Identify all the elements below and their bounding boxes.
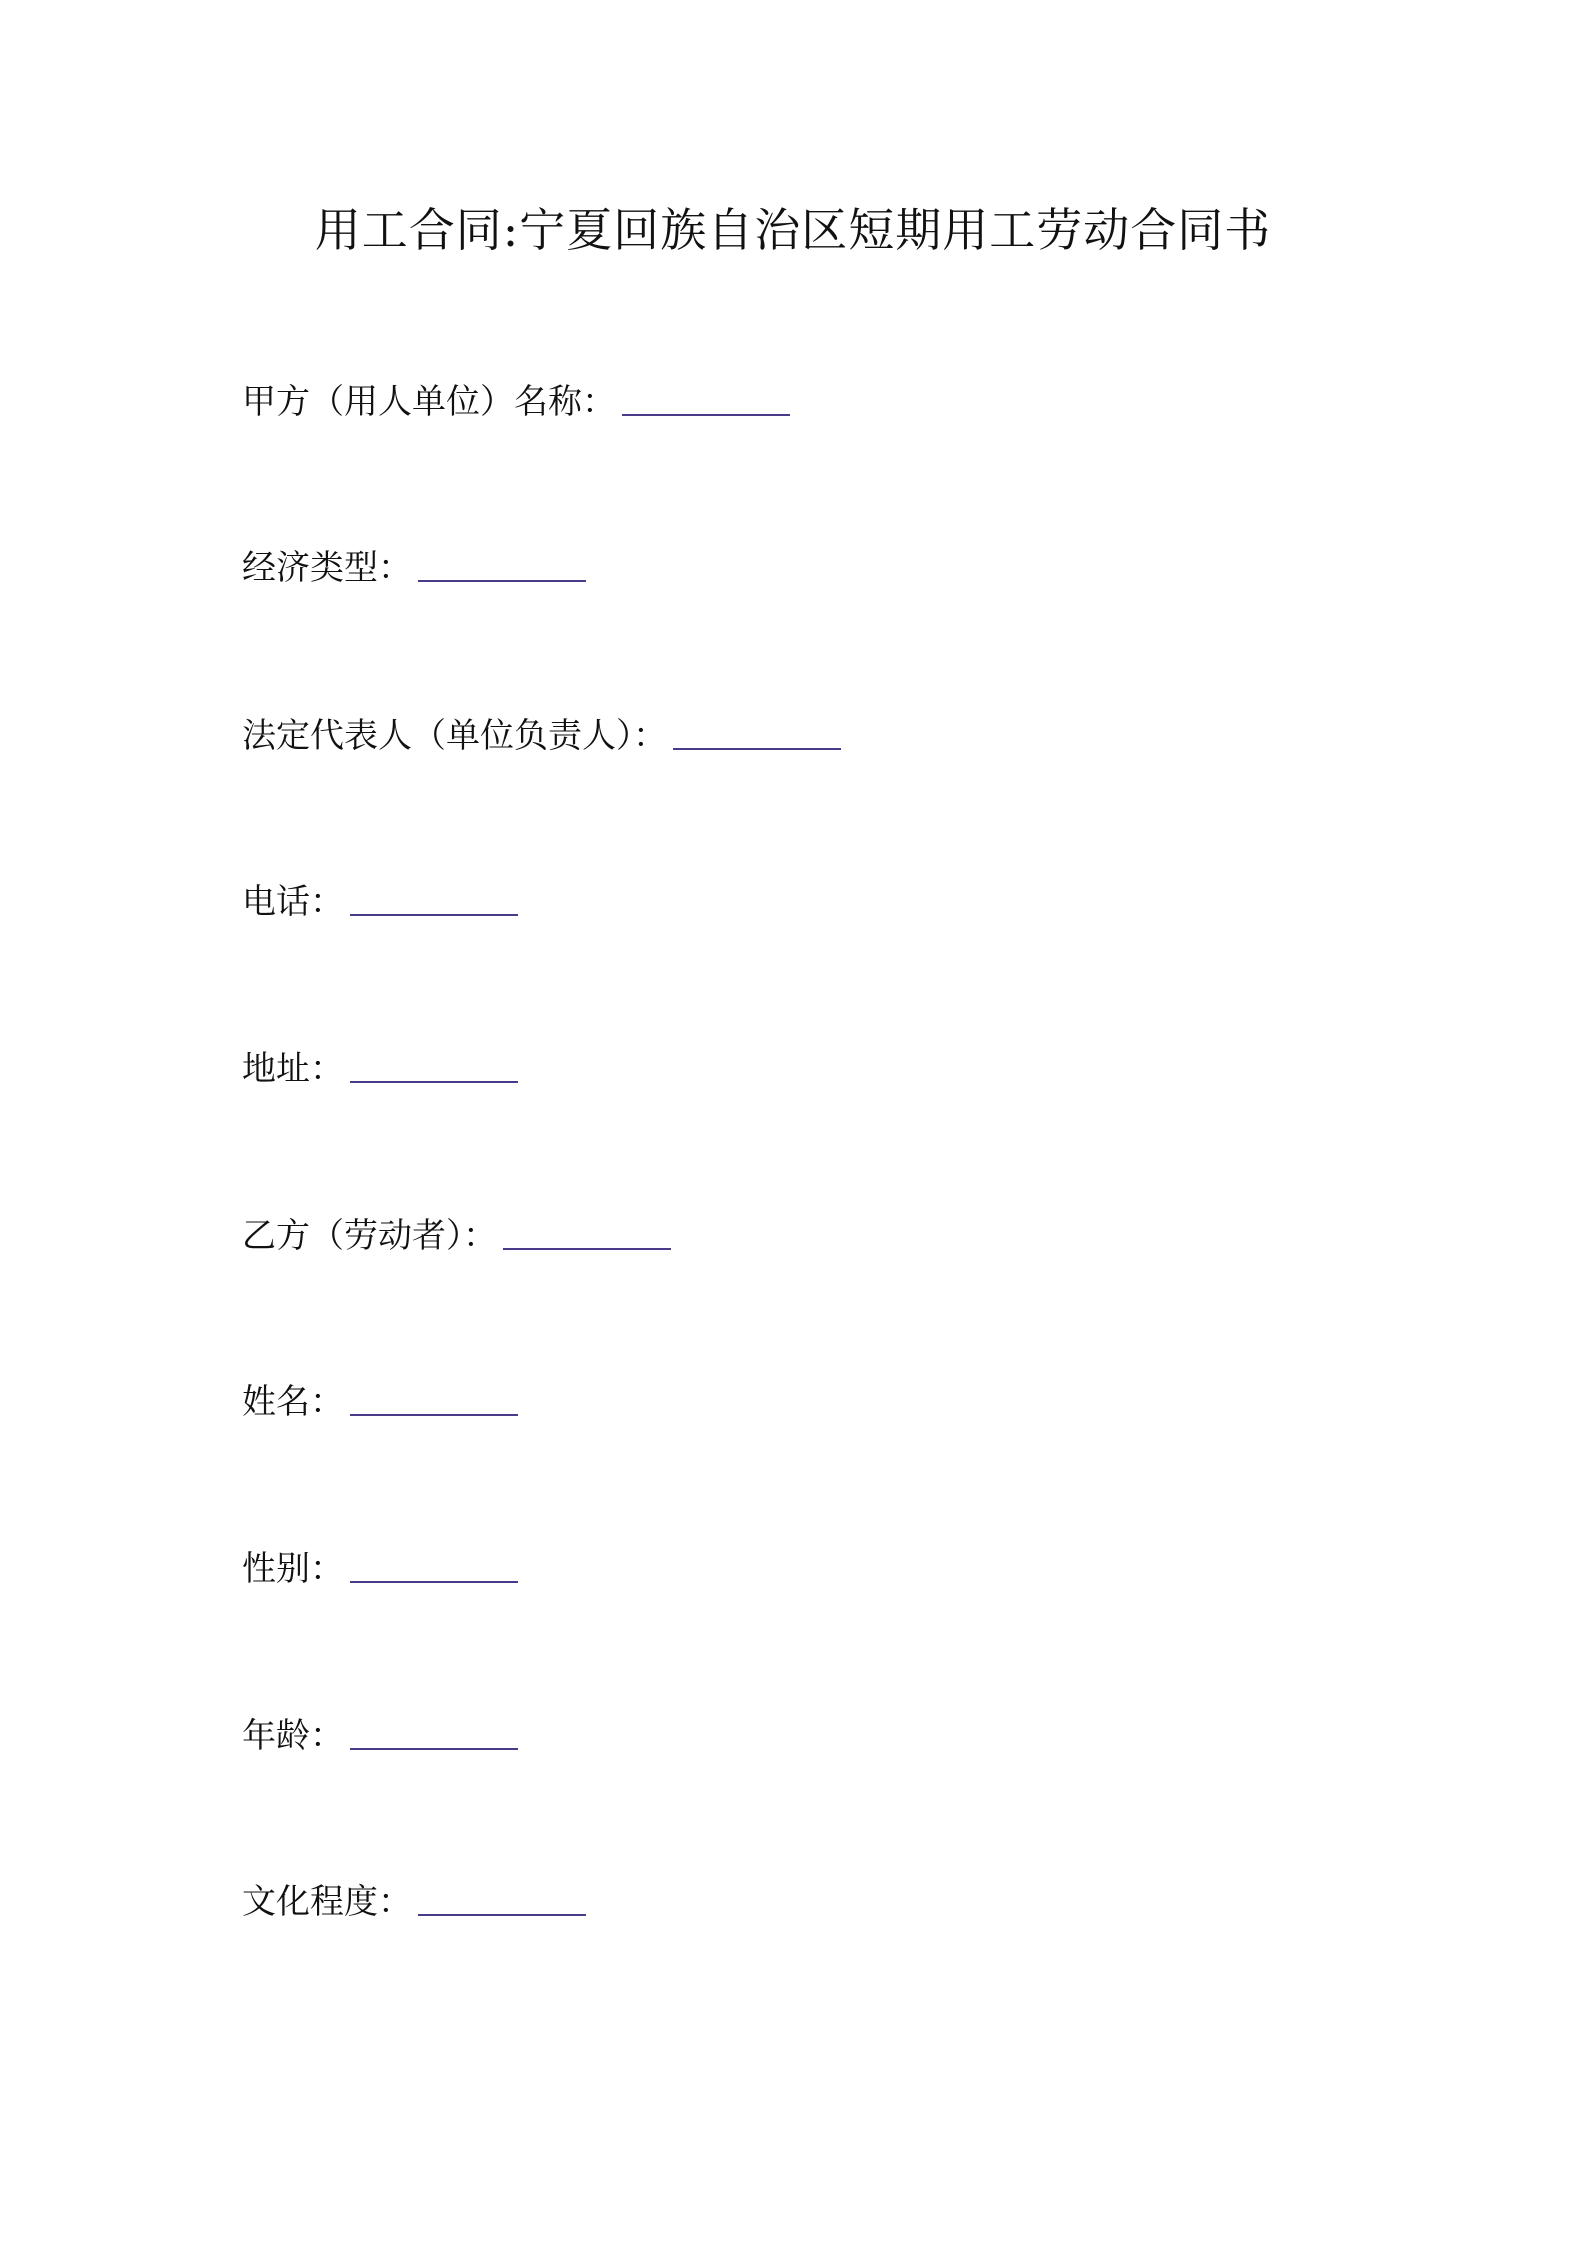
- age-field: [242, 1712, 518, 1760]
- document-title: 用工合同:宁夏回族自治区短期用工劳动合同书: [314, 203, 1272, 257]
- legal-representative-blank: [673, 748, 841, 750]
- phone-blank: [350, 914, 518, 916]
- gender-field: [242, 1545, 518, 1593]
- age-blank: [350, 1748, 518, 1750]
- name-blank: [350, 1414, 518, 1416]
- economic-type-field: [242, 544, 586, 592]
- legal-representative-field: [242, 712, 841, 760]
- party-b-label: 乙方（劳动者）：: [242, 1216, 497, 1256]
- phone-label: 电话：: [242, 882, 344, 922]
- education-label: 文化程度：: [242, 1882, 412, 1922]
- party-b-field: [242, 1212, 671, 1260]
- education-field: [242, 1878, 586, 1926]
- party-a-name-label: 甲方（用人单位）名称：: [242, 382, 616, 422]
- name-field: [242, 1378, 518, 1426]
- age-label: 年龄：: [242, 1716, 344, 1756]
- gender-label: 性别：: [242, 1549, 344, 1589]
- legal-representative-label: 法定代表人（单位负责人）：: [242, 716, 667, 756]
- name-label: 姓名：: [242, 1382, 344, 1422]
- party-a-name-blank: [622, 414, 790, 416]
- education-blank: [418, 1914, 586, 1916]
- economic-type-label: 经济类型：: [242, 548, 412, 588]
- party-b-blank: [503, 1248, 671, 1250]
- address-label: 地址：: [242, 1049, 344, 1089]
- address-blank: [350, 1081, 518, 1083]
- party-a-name-field: [242, 378, 790, 426]
- address-field: [242, 1045, 518, 1093]
- economic-type-blank: [418, 580, 586, 582]
- phone-field: [242, 878, 518, 926]
- gender-blank: [350, 1581, 518, 1583]
